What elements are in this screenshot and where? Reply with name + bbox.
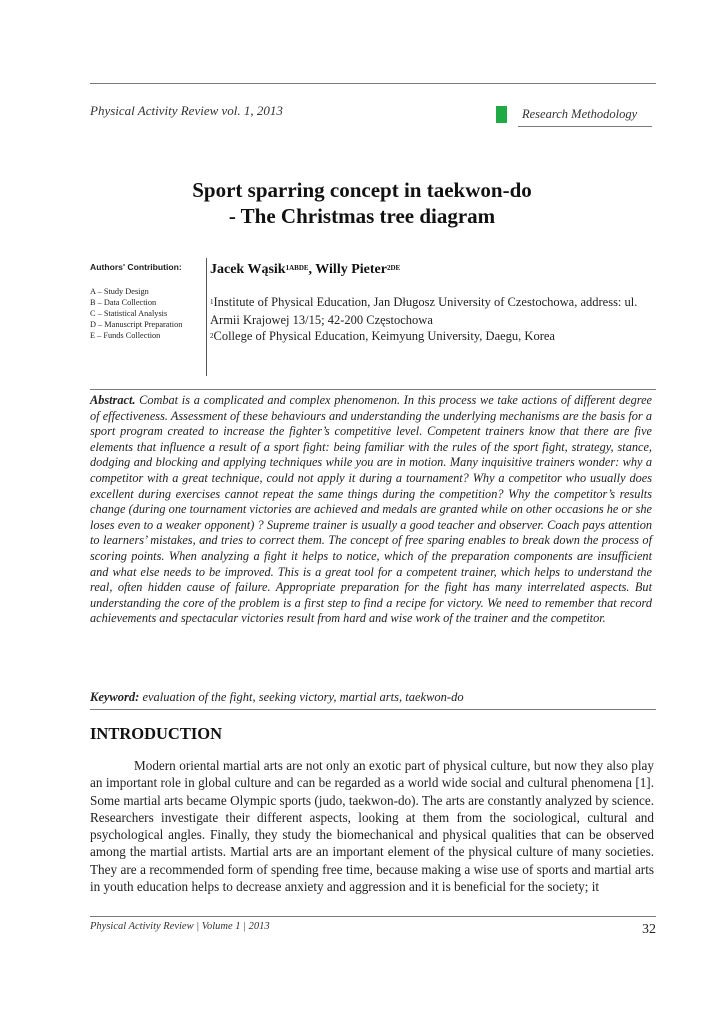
title-line-1: Sport sparring concept in taekwon-do	[192, 178, 532, 202]
paper-title	[90, 177, 634, 229]
author-separator: ,	[308, 262, 316, 277]
affiliation	[210, 328, 650, 346]
section-header	[496, 104, 648, 124]
page-number: 32	[642, 922, 656, 937]
keywords-label: Keyword:	[90, 690, 140, 704]
title-line-2: - The Christmas tree diagram	[228, 204, 496, 228]
footer-rule	[90, 916, 656, 917]
affiliation-number: 1	[210, 298, 214, 306]
section-heading: INTRODUCTION	[90, 724, 223, 743]
author-name: Jacek Wąsik	[210, 262, 286, 277]
authors-contribution	[90, 262, 202, 341]
body-paragraph: Modern oriental martial arts are not only an exotic part of physical culture, but now they also play an important role in global culture and can be regarded as a world wide social and cultural phenomena [1]. Some martial arts became Olympic sports (judo, taekwon-do). The arts are constantly analyzed by science. Researchers investigate their different aspects, looking at them from the sociological, cultural and psychological angles. Finally, they study the biomechanical and physical qualities that can be observed among the martial artists. Martial arts are an important element of the physical culture of many societies. They are a recommended form of spending free time, because making a wise use of sports and martial arts in youth education helps to decrease anxiety and aggression and it is beneficial for the society; it	[90, 758, 654, 895]
section-underline	[518, 126, 652, 127]
author-name: Willy Pieter	[315, 262, 387, 277]
affiliation-text: College of Physical Education, Keimyung University, Daegu, Korea	[213, 329, 555, 343]
abstract-top-rule	[90, 389, 656, 390]
contribution-item: C – Statistical Analysis	[90, 309, 168, 318]
affiliation-number: 2	[210, 332, 214, 340]
contribution-item: E – Funds Collection	[90, 331, 161, 340]
contribution-item: B – Data Collection	[90, 298, 157, 307]
author-line	[210, 262, 400, 278]
author-contribution-codes: 2DE	[386, 264, 401, 272]
section-color-marker	[496, 106, 507, 123]
author-contribution-codes: 1ABDE	[285, 264, 309, 272]
footer-journal: Physical Activity Review | Volume 1 | 2013	[90, 921, 270, 932]
keywords	[90, 690, 652, 705]
keywords-text: evaluation of the fight, seeking victory, martial arts, taekwon-do	[142, 690, 464, 704]
abstract-text: Combat is a complicated and complex phenomenon. In this process we take actions of different degree of effectiveness. Assessment of these behaviours and understanding the underlying mechanisms are the basis for a sport program created to increase the fighter’s competitive level. Competent trainers know that there are five elements that influence a result of a sport fight: being familiar with the rules of the sport fight, strategy, stance, dodging and blocking and applying techniques while you are in motion. Many inquisitive trainers wonder: why a competitor with a great technique, could not apply it during a tournament? Why a competitor who usually does excellent during exercises cannot repeat the same things during the competition? Why the competitor’s results change (during one tournament victories are achieved and medals are granted while on other occasions he or she loses even to a weaker opponent) ? Supreme trainer is usually a good teacher and observer. Coach pays attention to learners’ mistakes, and tries to correct them. The concept of free sparing enables to break down the process of scoring points. When analyzing a fight it helps to notice, which of the preparation components are insufficient and what else needs to be improved. This is a great tool for a competent trainer, which helps to understand the real, often hidden cause of failure. Appropriate preparation for the fight has many interrelated aspects. But understanding the core of the problem is a first step to find a recipe for victory. We need to remember that record achievements and spectacular victories result from hard and wise work of the trainer and the competitor.	[90, 393, 653, 626]
contribution-heading: Authors' Contribution:	[90, 262, 182, 272]
keywords-rule	[90, 709, 656, 710]
contribution-item: D – Manuscript Preparation	[90, 320, 183, 329]
affiliation	[210, 294, 650, 328]
affiliation-text: Institute of Physical Education, Jan Długosz University of Czestochowa, address: ul. Armii Krajowej 13/15; 42-200 Częstochowa	[210, 295, 638, 327]
abstract	[90, 393, 652, 627]
top-rule	[90, 83, 656, 84]
contribution-item: A – Study Design	[90, 287, 149, 296]
section-label: Research Methodology	[522, 107, 638, 121]
journal-header: Physical Activity Review vol. 1, 2013	[90, 103, 283, 118]
contribution-divider	[206, 258, 207, 376]
contribution-list	[90, 286, 202, 341]
abstract-label: Abstract.	[90, 393, 136, 407]
affiliations	[210, 294, 650, 346]
